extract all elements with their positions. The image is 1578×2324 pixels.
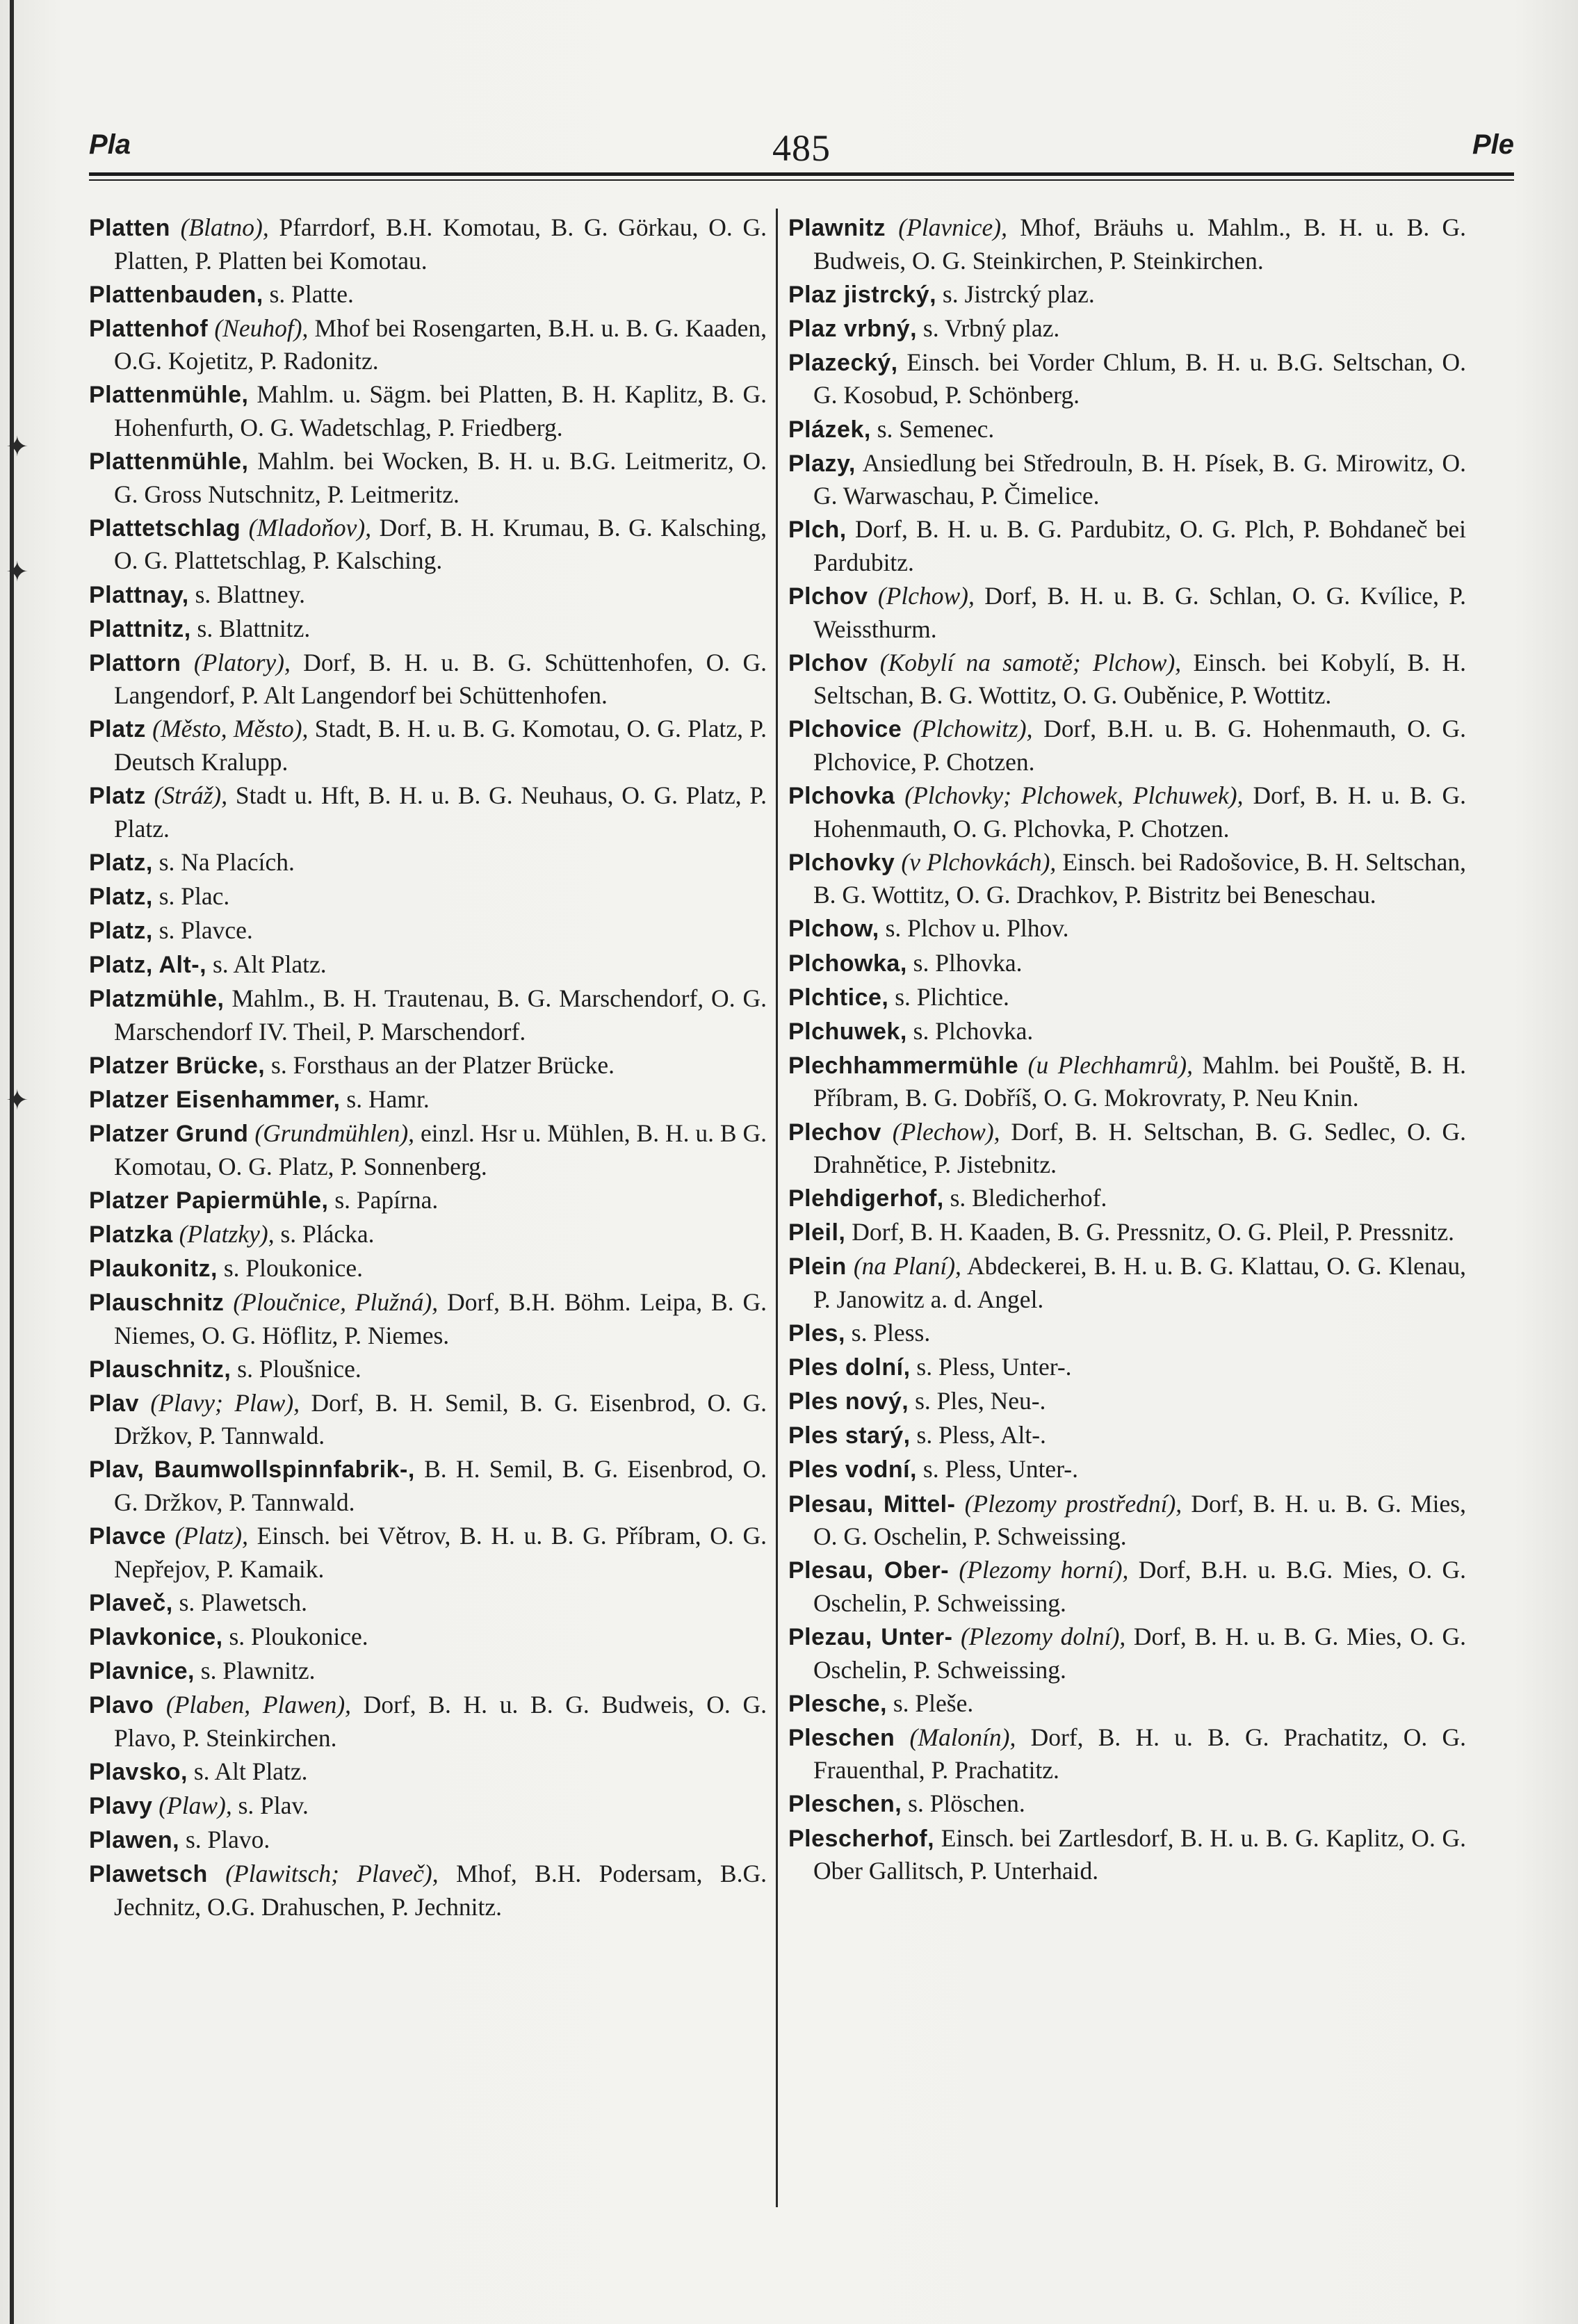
margin-mark: ✦ bbox=[6, 431, 29, 463]
dictionary-entry bbox=[89, 1586, 767, 1620]
entry-body: Mahlm. bei Pouště, B. H. Příbram, B. G. Dobříš, O. G. Mokrovraty, P. Neu Knin. bbox=[813, 1050, 1466, 1112]
entry-headword: Pleil, bbox=[788, 1219, 846, 1246]
entry-body: s. Plácka. bbox=[274, 1219, 375, 1248]
entry-headword: Plattenmühle, bbox=[89, 448, 249, 476]
dictionary-entry bbox=[788, 779, 1466, 845]
dictionary-entry bbox=[89, 1218, 767, 1251]
entry-headword: Plchovice bbox=[788, 716, 902, 743]
dictionary-entry bbox=[89, 278, 767, 311]
entry-headword: Plavo bbox=[89, 1692, 154, 1719]
dictionary-entry bbox=[89, 1789, 767, 1823]
dictionary-entry bbox=[89, 211, 767, 277]
dictionary-entry bbox=[788, 1250, 1466, 1315]
entry-headword: Platzer Grund bbox=[89, 1121, 249, 1148]
dictionary-entry bbox=[788, 1216, 1466, 1249]
entry-headword: Plechov bbox=[788, 1119, 881, 1146]
entry-headword: Plezau, Unter- bbox=[788, 1623, 953, 1650]
entry-headword: Platzer Papiermühle, bbox=[89, 1187, 329, 1214]
entry-body: s. Ples, Neu-. bbox=[909, 1387, 1046, 1415]
entry-body: Einsch. bei Větrov, B. H. u. B. G. Příbram, O. G. Nepřejov, P. Kamaik. bbox=[114, 1522, 767, 1583]
entry-variant-name: (Plezomy horní), bbox=[949, 1556, 1129, 1584]
entry-headword: Plechhammermühle bbox=[788, 1052, 1019, 1079]
entry-headword: Plawen, bbox=[89, 1827, 180, 1853]
dictionary-entry bbox=[788, 846, 1466, 911]
entry-body: s. Plhovka. bbox=[906, 948, 1023, 977]
entry-variant-name: (Grundmühlen), bbox=[248, 1119, 415, 1148]
entry-variant-name: (Plavnice), bbox=[886, 213, 1007, 241]
entry-body: s. Jistrcký plaz. bbox=[936, 279, 1095, 308]
entry-variant-name: (Ploučnice, Plužná), bbox=[224, 1288, 439, 1316]
dictionary-entry bbox=[788, 1049, 1466, 1114]
entry-headword: Plaz jistrcký, bbox=[788, 281, 937, 308]
entry-variant-name: (Plchow), bbox=[868, 582, 975, 610]
dictionary-entry bbox=[89, 1286, 767, 1351]
entry-headword: Plehdigerhof, bbox=[788, 1185, 944, 1212]
entry-body: Stadt, B. H. u. B. G. Komotau, O. G. Platz, P. Deutsch Kralupp. bbox=[114, 715, 767, 776]
dictionary-entry bbox=[89, 1453, 767, 1518]
dictionary-entry bbox=[788, 413, 1466, 446]
dictionary-entry bbox=[89, 1620, 767, 1654]
entry-body: Dorf, B. H. u. B. G. Schlan, O. G. Kvílice, P. Weissthurm. bbox=[813, 582, 1466, 643]
entry-headword: Plattenbauden, bbox=[89, 281, 263, 308]
entry-variant-name: (Plechow), bbox=[881, 1117, 1000, 1146]
dictionary-entry bbox=[89, 1252, 767, 1285]
dictionary-entry bbox=[788, 1182, 1466, 1215]
entry-headword: Ples starý, bbox=[788, 1422, 911, 1449]
page-header bbox=[89, 127, 1514, 168]
right-column bbox=[788, 211, 1466, 1888]
header-right-catchword: Ple bbox=[1472, 129, 1514, 160]
entry-headword: Plauschnitz, bbox=[89, 1356, 231, 1383]
entry-body: s. Plac. bbox=[152, 881, 230, 910]
entry-body: s. Vrbný plaz. bbox=[917, 314, 1060, 342]
dictionary-entry bbox=[788, 713, 1466, 778]
dictionary-entry bbox=[89, 1083, 767, 1116]
entry-headword: Plavnice, bbox=[89, 1658, 195, 1685]
entry-headword: Platz, bbox=[89, 883, 153, 910]
entry-headword: Ples vodní, bbox=[788, 1456, 917, 1484]
entry-headword: Plattorn bbox=[89, 649, 181, 676]
entry-variant-name: (Platory), bbox=[181, 648, 291, 676]
dictionary-entry bbox=[89, 312, 767, 377]
entry-body: Pfarrdorf, B.H. Komotau, B. G. Görkau, O. G. Platten, P. Platten bei Komotau. bbox=[114, 213, 767, 275]
entry-body: Dorf, B. H. u. B. G. Schüttenhofen, O. G. Langendorf, P. Alt Langendorf bei Schüttenhofen. bbox=[114, 648, 767, 710]
entry-body: Mahlm., B. H. Trautenau, B. G. Marschendorf, O. G. Marschendorf IV. Theil, P. Marschendorf. bbox=[114, 984, 767, 1046]
entry-body: Ansiedlung bei Středrouln, B. H. Písek, B. G. Mirowitz, O. G. Warwaschau, P. Čimelice. bbox=[813, 448, 1466, 510]
dictionary-entry bbox=[89, 378, 767, 444]
entry-variant-name: (Město, Město), bbox=[145, 715, 309, 743]
dictionary-entry bbox=[788, 1822, 1466, 1887]
entry-headword: Platz bbox=[89, 716, 146, 743]
entry-body: Dorf, B. H. u. B. G. Hohenmauth, O. G. Plchovka, P. Chotzen. bbox=[813, 781, 1466, 843]
entry-body: Mahlm. u. Sägm. bei Platten, B. H. Kaplitz, B. G. Hohenfurth, O. G. Wadetschlag, P. Friedberg. bbox=[114, 380, 767, 442]
entry-body: s. Platte. bbox=[263, 279, 354, 308]
entry-headword: Plawetsch bbox=[89, 1861, 208, 1888]
dictionary-entry bbox=[788, 513, 1466, 578]
entry-body: s. Ploukonice. bbox=[222, 1622, 368, 1650]
entry-body: s. Alt Platz. bbox=[187, 1757, 308, 1785]
dictionary-entry bbox=[89, 1655, 767, 1688]
dictionary-entry bbox=[788, 1453, 1466, 1486]
entry-headword: Platten bbox=[89, 215, 170, 241]
entry-body: Stadt u. Hft, B. H. u. B. G. Neuhaus, O. G. Platz, P. Platz. bbox=[114, 781, 767, 843]
dictionary-entry bbox=[89, 512, 767, 577]
header-rule-thick bbox=[89, 172, 1514, 176]
entry-headword: Plchov bbox=[788, 649, 868, 676]
entry-body: Einsch. bei Vorder Chlum, B. H. u. B.G. Seltschan, O. G. Kosobud, P. Schönberg. bbox=[813, 348, 1466, 409]
entry-body: s. Semenec. bbox=[870, 414, 995, 443]
entry-body: einzl. Hsr u. Mühlen, B. H. u. B G. Komotau, O. G. Platz, P. Sonnenberg. bbox=[114, 1119, 767, 1180]
entry-headword: Pleschen, bbox=[788, 1791, 902, 1818]
entry-variant-name: (Stráž), bbox=[145, 781, 228, 810]
entry-body: s. Blattney. bbox=[188, 580, 305, 608]
entry-headword: Plavy bbox=[89, 1792, 153, 1819]
entry-headword: Plázek, bbox=[788, 416, 871, 443]
header-rule-thin bbox=[89, 179, 1514, 181]
entry-body: s. Plawnitz. bbox=[194, 1657, 316, 1685]
margin-mark: ✦ bbox=[6, 1084, 29, 1116]
entry-body: s. Pless, Alt-. bbox=[910, 1421, 1046, 1449]
entry-headword: Plein bbox=[788, 1253, 847, 1281]
entry-body: Dorf, B.H. Böhm. Leipa, B. G. Niemes, O. G. Höflitz, P. Niemes. bbox=[114, 1288, 767, 1349]
entry-body: s. Ploušnice. bbox=[231, 1354, 361, 1383]
entry-headword: Plchow, bbox=[788, 916, 879, 943]
entry-headword: Plazecký, bbox=[788, 349, 898, 376]
dictionary-entry bbox=[89, 948, 767, 982]
entry-variant-name: (Platzky), bbox=[172, 1219, 275, 1248]
entry-headword: Plattnitz, bbox=[89, 615, 191, 642]
dictionary-entry bbox=[788, 1317, 1466, 1350]
entry-headword: Ples dolní, bbox=[788, 1354, 911, 1381]
entry-variant-name: (Plchovky; Plchowek, Plchuwek), bbox=[895, 781, 1244, 810]
dictionary-entry bbox=[788, 912, 1466, 945]
dictionary-entry bbox=[788, 447, 1466, 512]
entry-variant-name: (Plaw), bbox=[152, 1791, 232, 1819]
entry-headword: Plchowka, bbox=[788, 950, 907, 977]
dictionary-entry bbox=[788, 278, 1466, 311]
dictionary-entry bbox=[89, 846, 767, 879]
entry-body: s. Plchovka. bbox=[906, 1016, 1034, 1045]
entry-body: Dorf, B. H. Krumau, B. G. Kalsching, O. G. Plattetschlag, P. Kalsching. bbox=[114, 513, 767, 575]
entry-body: s. Pless. bbox=[845, 1319, 931, 1347]
entry-headword: Plazy, bbox=[788, 450, 856, 477]
dictionary-entry bbox=[89, 1520, 767, 1585]
dictionary-entry bbox=[89, 1387, 767, 1452]
dictionary-entry bbox=[788, 1687, 1466, 1721]
entry-body: s. Pleše. bbox=[886, 1689, 974, 1717]
entry-body: Dorf, B. H. u. B. G. Mies, O. G. Oschelin, P. Schweissing. bbox=[813, 1489, 1466, 1551]
entry-headword: Platz, Alt-, bbox=[89, 952, 207, 979]
entry-headword: Pleschen bbox=[788, 1724, 895, 1751]
entry-variant-name: (Platz), bbox=[165, 1522, 248, 1550]
dictionary-entry bbox=[89, 1755, 767, 1789]
entry-headword: Ples, bbox=[788, 1320, 845, 1347]
entry-headword: Plchov bbox=[788, 583, 868, 610]
entry-headword: Plattetschlag bbox=[89, 514, 241, 542]
entry-body: B. H. Semil, B. G. Eisenbrod, O. G. Držkov, P. Tannwald. bbox=[114, 1455, 767, 1517]
entry-variant-name: (v Plchovkách), bbox=[895, 847, 1057, 876]
dictionary-entry bbox=[788, 1554, 1466, 1619]
entry-body: s. Plavce. bbox=[152, 916, 253, 944]
dictionary-entry bbox=[788, 1488, 1466, 1553]
entry-body: Abdeckerei, B. H. u. B. G. Klattau, O. G. Klenau, P. Janowitz a. d. Angel. bbox=[813, 1252, 1466, 1313]
entry-body: Dorf, B. H. Kaaden, B. G. Pressnitz, O. G. Pleil, P. Pressnitz. bbox=[845, 1218, 1454, 1246]
entry-body: s. Pless, Unter-. bbox=[910, 1353, 1072, 1381]
dictionary-entry bbox=[89, 647, 767, 712]
entry-body: s. Plchov u. Plhov. bbox=[879, 914, 1069, 943]
entry-variant-name: (na Planí), bbox=[846, 1252, 961, 1281]
entry-body: s. Pless, Unter-. bbox=[917, 1455, 1078, 1484]
header-left-catchword: Pla bbox=[89, 129, 131, 160]
binding-edge bbox=[10, 0, 14, 2324]
dictionary-entry bbox=[788, 1015, 1466, 1048]
entry-headword: Plaukonitz, bbox=[89, 1255, 218, 1282]
entry-body: Einsch. bei Kobylí, B. H. Seltschan, B. G. Wottitz, O. G. Ouběnice, P. Wottitz. bbox=[813, 648, 1466, 710]
dictionary-entry bbox=[788, 1419, 1466, 1452]
entry-body: s. Forsthaus an der Platzer Brücke. bbox=[265, 1050, 615, 1079]
dictionary-entry bbox=[89, 880, 767, 913]
entry-headword: Plav bbox=[89, 1390, 139, 1417]
dictionary-entry bbox=[89, 1117, 767, 1183]
entry-body: s. Papírna. bbox=[328, 1185, 439, 1214]
entry-body: Dorf, B. H. u. B. G. Prachatitz, O. G. Frauenthal, P. Prachatitz. bbox=[813, 1723, 1466, 1785]
entry-headword: Plchovka bbox=[788, 783, 895, 810]
entry-headword: Platz, bbox=[89, 917, 153, 944]
entry-headword: Plavce bbox=[89, 1523, 166, 1550]
entry-headword: Ples nový, bbox=[788, 1388, 909, 1415]
entry-headword: Plaveč, bbox=[89, 1589, 173, 1616]
entry-body: s. Plav. bbox=[231, 1791, 309, 1819]
dictionary-entry bbox=[89, 445, 767, 510]
entry-body: s. Ploukonice. bbox=[217, 1253, 364, 1282]
dictionary-entry bbox=[788, 1620, 1466, 1686]
dictionary-entry bbox=[89, 1184, 767, 1217]
dictionary-entry bbox=[788, 1385, 1466, 1418]
dictionary-entry bbox=[788, 947, 1466, 980]
dictionary-entry bbox=[788, 580, 1466, 645]
dictionary-entry bbox=[788, 211, 1466, 277]
dictionary-entry bbox=[89, 1049, 767, 1082]
entry-body: Dorf, B. H. Seltschan, B. G. Sedlec, O. G. Drahnětice, P. Jistebnitz. bbox=[813, 1117, 1466, 1179]
entry-headword: Plchovky bbox=[788, 849, 895, 876]
column-divider bbox=[776, 209, 778, 2207]
dictionary-entry bbox=[788, 1787, 1466, 1821]
dictionary-entry bbox=[89, 982, 767, 1048]
entry-headword: Plattenmühle, bbox=[89, 382, 249, 409]
entry-body: Dorf, B. H. u. B. G. Budweis, O. G. Plavo, P. Steinkirchen. bbox=[114, 1691, 767, 1752]
entry-headword: Platzmühle, bbox=[89, 986, 225, 1013]
entry-variant-name: (Plchowitz), bbox=[902, 715, 1033, 743]
dictionary-entry bbox=[89, 713, 767, 778]
dictionary-entry bbox=[89, 1823, 767, 1857]
dictionary-entry bbox=[788, 981, 1466, 1014]
dictionary-entry bbox=[788, 1351, 1466, 1384]
dictionary-entry bbox=[89, 1689, 767, 1754]
entry-headword: Platzka bbox=[89, 1221, 173, 1248]
entry-body: Mhof, Bräuhs u. Mahlm., B. H. u. B. G. Budweis, O. G. Steinkirchen, P. Steinkirchen. bbox=[813, 213, 1467, 275]
entry-headword: Plesche, bbox=[788, 1690, 887, 1717]
entry-headword: Plchuwek, bbox=[788, 1018, 907, 1045]
entry-body: s. Bledicherhof. bbox=[943, 1184, 1107, 1212]
page-number: 485 bbox=[772, 127, 831, 169]
entry-variant-name: (Plaben, Plawen), bbox=[154, 1691, 352, 1719]
entry-headword: Plch, bbox=[788, 517, 847, 544]
entry-variant-name: (Plezomy dolní), bbox=[952, 1622, 1126, 1650]
entry-headword: Plescherhof, bbox=[788, 1825, 935, 1852]
entry-variant-name: (Blatno), bbox=[170, 213, 269, 241]
entry-variant-name: (Kobylí na samotě; Plchow), bbox=[868, 648, 1182, 676]
entry-body: Dorf, B. H. u. B. G. Mies, O. G. Oschelin, P. Schweissing. bbox=[813, 1622, 1466, 1684]
entry-variant-name: (Mladoňov), bbox=[241, 513, 372, 542]
left-column bbox=[89, 211, 767, 1924]
entry-headword: Plattnay, bbox=[89, 581, 189, 608]
entry-headword: Plchtice, bbox=[788, 984, 889, 1011]
entry-variant-name: (Plezomy prostřední), bbox=[955, 1489, 1182, 1518]
entry-headword: Plattenhof bbox=[89, 315, 209, 342]
entry-variant-name: (Plawitsch; Plaveč), bbox=[207, 1860, 439, 1888]
entry-body: Mhof, B.H. Podersam, B.G. Jechnitz, O.G. Drahuschen, P. Jechnitz. bbox=[114, 1860, 767, 1921]
dictionary-entry bbox=[89, 914, 767, 948]
entry-body: s. Na Placích. bbox=[152, 847, 295, 876]
entry-variant-name: (Neuhof), bbox=[208, 314, 309, 342]
dictionary-entry bbox=[89, 779, 767, 845]
dictionary-entry bbox=[788, 1721, 1466, 1787]
entry-body: Einsch. bei Zartlesdorf, B. H. u. B. G. Kaplitz, O. G. Ober Gallitsch, P. Unterhaid. bbox=[813, 1823, 1466, 1885]
entry-body: s. Plawetsch. bbox=[172, 1588, 307, 1616]
dictionary-entry bbox=[89, 1858, 767, 1923]
dictionary-entry bbox=[89, 578, 767, 612]
dictionary-entry bbox=[89, 1353, 767, 1386]
entry-body: s. Alt Platz. bbox=[206, 950, 327, 979]
entry-headword: Platz, bbox=[89, 849, 153, 876]
entry-body: Dorf, B. H. u. B. G. Pardubitz, O. G. Plch, P. Bohdaneč bei Pardubitz. bbox=[813, 515, 1466, 576]
entry-headword: Platzer Brücke, bbox=[89, 1052, 266, 1079]
entry-body: s. Blattnitz. bbox=[190, 614, 311, 642]
entry-headword: Plesau, Ober- bbox=[788, 1557, 950, 1584]
entry-headword: Platzer Eisenhammer, bbox=[89, 1086, 341, 1113]
entry-headword: Plavsko, bbox=[89, 1758, 188, 1785]
entry-body: Dorf, B.H. u. B. G. Hohenmauth, O. G. Plchovice, P. Chotzen. bbox=[813, 715, 1467, 776]
margin-mark: ✦ bbox=[6, 556, 29, 588]
dictionary-entry bbox=[788, 1116, 1466, 1181]
dictionary-entry bbox=[788, 346, 1466, 412]
dictionary-entry bbox=[788, 647, 1466, 712]
entry-headword: Plavkonice, bbox=[89, 1623, 223, 1650]
entry-body: s. Plichtice. bbox=[888, 982, 1009, 1011]
entry-body: Einsch. bei Radošovice, B. H. Seltschan, B. G. Wottitz, O. G. Drachkov, P. Bistritz bei Beneschau. bbox=[813, 847, 1466, 909]
entry-variant-name: (Plavy; Plaw), bbox=[138, 1388, 300, 1417]
entry-headword: Plaz vrbný, bbox=[788, 315, 918, 342]
entry-body: s. Hamr. bbox=[340, 1084, 430, 1113]
entry-variant-name: (Malonín), bbox=[895, 1723, 1016, 1751]
entry-variant-name: (u Plechhamrů), bbox=[1018, 1050, 1193, 1079]
dictionary-entry bbox=[89, 612, 767, 646]
entry-headword: Plav, Baumwollspinnfabrik-, bbox=[89, 1456, 415, 1484]
entry-headword: Plauschnitz bbox=[89, 1290, 225, 1316]
entry-headword: Plawnitz bbox=[788, 215, 886, 241]
entry-headword: Plesau, Mittel- bbox=[788, 1490, 956, 1518]
entry-body: s. Plöschen. bbox=[902, 1789, 1025, 1818]
entry-body: s. Plavo. bbox=[179, 1826, 270, 1853]
entry-body: Dorf, B. H. Semil, B. G. Eisenbrod, O. G. Držkov, P. Tannwald. bbox=[114, 1388, 767, 1450]
entry-headword: Platz bbox=[89, 783, 146, 810]
entry-body: Mhof bei Rosengarten, B.H. u. B. G. Kaaden, O.G. Kojetitz, P. Radonitz. bbox=[114, 314, 767, 375]
entry-body: Mahlm. bei Wocken, B. H. u. B.G. Leitmeritz, O. G. Gross Nutschnitz, P. Leitmeritz. bbox=[114, 447, 767, 508]
entry-body: Dorf, B.H. u. B.G. Mies, O. G. Oschelin, P. Schweissing. bbox=[813, 1556, 1466, 1617]
dictionary-entry bbox=[788, 312, 1466, 346]
